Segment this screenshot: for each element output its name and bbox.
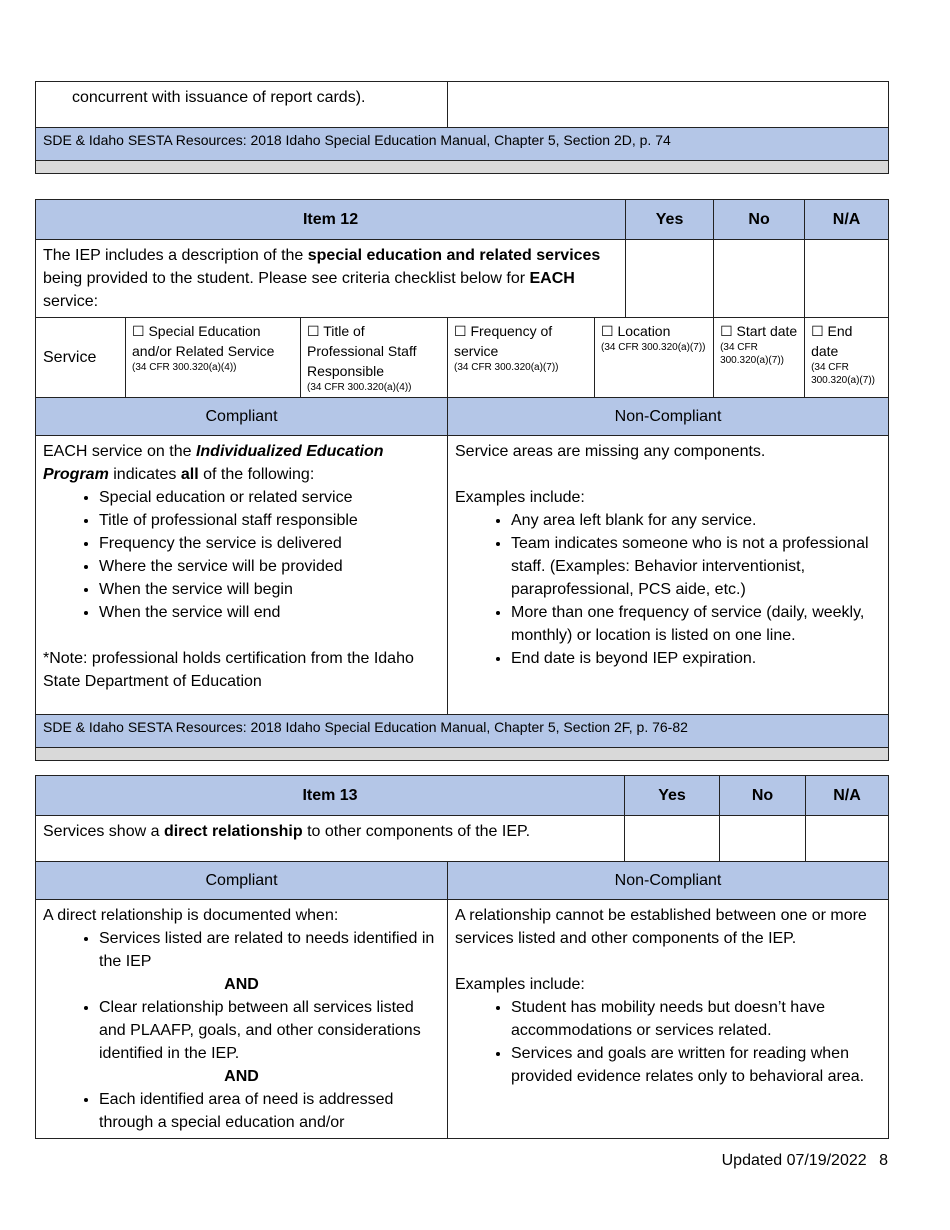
list-item: • Special education or related service — [99, 486, 440, 509]
no-answer-cell[interactable] — [714, 240, 805, 318]
compliant-header: Compliant — [36, 862, 448, 900]
service-checkbox-location[interactable]: ☐ Location (34 CFR 300.320(a)(7)) — [595, 318, 714, 398]
list-item: • End date is beyond IEP expiration. — [511, 647, 881, 670]
compliant-header: Compliant — [36, 398, 448, 436]
compliant-list — [43, 486, 440, 624]
service-checkbox-frequency[interactable]: ☐ Frequency of service (34 CFR 300.320(a)(7)) — [448, 318, 595, 398]
noncompliant-intro: Service areas are missing any components. — [455, 443, 766, 460]
list-item: • When the service will end — [99, 601, 440, 624]
compliant-intro: A direct relationship is documented when: — [43, 907, 339, 924]
list-item: • Each identified area of need is addressed through a special education and/or — [99, 1088, 440, 1134]
gray-spacer-row — [36, 748, 889, 761]
compliant-list — [43, 996, 440, 1065]
noncompliant-list — [455, 509, 881, 670]
top-continuation-table — [35, 81, 888, 174]
noncompliant-list — [455, 996, 881, 1088]
list-item: • Student has mobility needs but doesn’t have accommodations or services related. — [511, 996, 881, 1042]
page-number: 8 — [879, 1152, 888, 1169]
service-checkbox-special-education[interactable]: ☐ Special Education and/or Related Service (34 CFR 300.320(a)(4)) — [126, 318, 301, 398]
list-item: • Clear relationship between all services listed and PLAAFP, goals, and other considerations identified in the IEP. — [99, 996, 440, 1065]
noncompliant-header: Non-Compliant — [448, 862, 889, 900]
service-checkbox-staff-title[interactable]: ☐ Title of Professional Staff Responsible (34 CFR 300.320(a)(4)) — [301, 318, 448, 398]
na-answer-cell[interactable] — [806, 816, 889, 862]
service-checkbox-start-date[interactable]: ☐ Start date (34 CFR 300.320(a)(7)) — [714, 318, 805, 398]
list-item: • Title of professional staff responsible — [99, 509, 440, 532]
resources-row: SDE & Idaho SESTA Resources: 2018 Idaho Special Education Manual, Chapter 5, Section 2F, p. 76-82 — [36, 715, 889, 748]
continuation-empty-cell — [448, 82, 889, 128]
and-connector: AND — [224, 1068, 259, 1085]
no-answer-cell[interactable] — [720, 816, 806, 862]
noncompliant-criteria — [448, 900, 889, 1139]
resources-row: SDE & Idaho SESTA Resources: 2018 Idaho Special Education Manual, Chapter 5, Section 2D, p. 74 — [36, 128, 889, 161]
service-checkbox-end-date[interactable]: ☐ End date (34 CFR 300.320(a)(7)) — [805, 318, 889, 398]
examples-label: Examples include: — [455, 976, 585, 993]
noncompliant-criteria — [448, 436, 889, 715]
item-13-description: Services show a direct relationship to other components of the IEP. — [36, 816, 625, 862]
list-item: • Frequency the service is delivered — [99, 532, 440, 555]
noncompliant-header: Non-Compliant — [448, 398, 889, 436]
item-13-table — [35, 775, 888, 1139]
na-header: N/A — [806, 776, 889, 816]
item-12-description: The IEP includes a description of the special education and related services being provided to the student. Please see criteria checklist below for EACH service: — [36, 240, 626, 318]
yes-answer-cell[interactable] — [625, 816, 720, 862]
list-item: • When the service will begin — [99, 578, 440, 601]
compliant-intro: EACH service on the Individualized Education Program indicates all of the following: — [43, 443, 384, 483]
updated-date: Updated 07/19/2022 — [721, 1152, 867, 1169]
list-item: • Team indicates someone who is not a professional staff. (Examples: Behavior interventionist, paraprofessional, PCS aide, etc.) — [511, 532, 881, 601]
and-connector: AND — [224, 976, 259, 993]
item-13-title: Item 13 — [36, 776, 625, 816]
yes-header: Yes — [626, 200, 714, 240]
item-12-title: Item 12 — [36, 200, 626, 240]
service-label: Service — [36, 318, 126, 398]
list-item: • Services listed are related to needs identified in the IEP — [99, 927, 440, 973]
yes-header: Yes — [625, 776, 720, 816]
list-item: • Where the service will be provided — [99, 555, 440, 578]
compliant-criteria — [36, 436, 448, 715]
no-header: No — [720, 776, 806, 816]
noncompliant-intro: A relationship cannot be established between one or more services listed and other components of the IEP. — [455, 907, 867, 947]
page-footer — [714, 1152, 888, 1170]
list-item: • Services and goals are written for reading when provided evidence relates only to behavioral area. — [511, 1042, 881, 1088]
yes-answer-cell[interactable] — [626, 240, 714, 318]
list-item: • More than one frequency of service (daily, weekly, monthly) or location is listed on one line. — [511, 601, 881, 647]
compliant-note: *Note: professional holds certification from the Idaho State Department of Education — [43, 650, 414, 690]
compliant-criteria — [36, 900, 448, 1139]
examples-label: Examples include: — [455, 489, 585, 506]
gray-spacer-row — [36, 161, 889, 174]
compliant-list — [43, 927, 440, 973]
continuation-text: concurrent with issuance of report cards). — [36, 82, 448, 128]
list-item: • Any area left blank for any service. — [511, 509, 881, 532]
item-12-table — [35, 199, 888, 761]
no-header: No — [714, 200, 805, 240]
na-header: N/A — [805, 200, 889, 240]
compliant-list — [43, 1088, 440, 1134]
na-answer-cell[interactable] — [805, 240, 889, 318]
